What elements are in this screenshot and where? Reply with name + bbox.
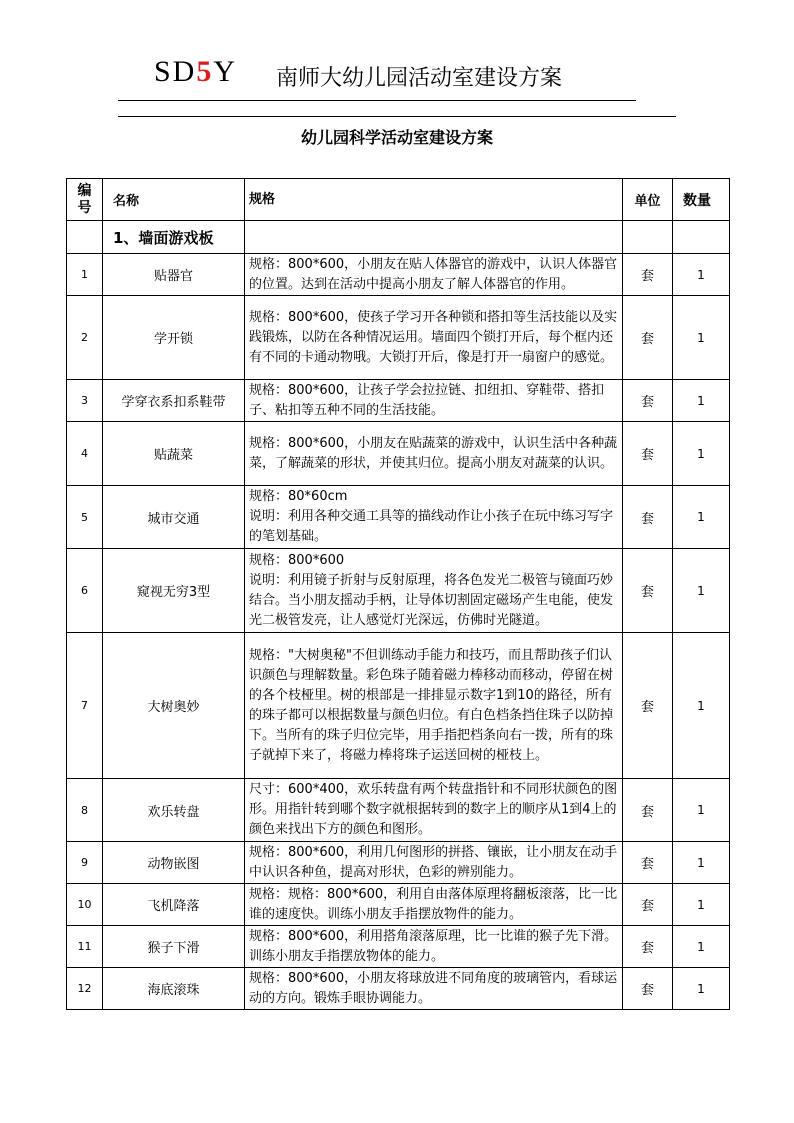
row-spec: 规格：800*600，小朋友在贴蔬菜的游戏中，认识生活中各种蔬菜，了解蔬菜的形状，并使其归位。提高小朋友对蔬菜的认识。 xyxy=(245,422,623,486)
row-spec: 规格：规格：800*600，利用自由落体原理将翻板滚落，比一比谁的速度快。训练小朋友手指摆放物件的能力。 xyxy=(245,884,623,926)
row-unit: 套 xyxy=(623,968,673,1010)
row-spec: 规格：800*600 说明：利用镜子折射与反射原理，将各色发光二极管与镜面巧妙结合。当小朋友摇动手柄，让导体切割固定磁场产生电能，使发光二极管发亮，让人感觉灯光深远，仿佛时光隧道。 xyxy=(245,549,623,633)
section-title: 1、墙面游戏板 xyxy=(103,221,245,254)
row-no: 10 xyxy=(67,884,103,926)
row-name: 窥视无穷3型 xyxy=(103,549,245,633)
table-row xyxy=(67,926,730,968)
header-spec: 规格 xyxy=(245,179,623,221)
table-row xyxy=(67,549,730,633)
logo-text-right: Y xyxy=(213,55,238,88)
row-no: 9 xyxy=(67,842,103,884)
table-row xyxy=(67,254,730,296)
row-unit: 套 xyxy=(623,254,673,296)
row-qty: 1 xyxy=(673,296,730,380)
row-unit: 套 xyxy=(623,779,673,842)
row-qty: 1 xyxy=(673,380,730,422)
page-title: 幼儿园科学活动室建设方案 xyxy=(300,128,493,147)
row-spec: 规格：800*600，小朋友在贴人体器官的游戏中，认识人体器官的位置。达到在活动中提高小朋友了解人体器官的作用。 xyxy=(245,254,623,296)
row-unit: 套 xyxy=(623,633,673,779)
table-row xyxy=(67,380,730,422)
row-qty: 1 xyxy=(673,968,730,1010)
row-name: 动物嵌图 xyxy=(103,842,245,884)
row-name: 城市交通 xyxy=(103,486,245,549)
row-spec: 规格：800*600，让孩子学会拉拉链、扣纽扣、穿鞋带、搭扣子、粘扣等五种不同的生活技能。 xyxy=(245,380,623,422)
row-qty: 1 xyxy=(673,842,730,884)
row-unit: 套 xyxy=(623,296,673,380)
row-unit: 套 xyxy=(623,380,673,422)
row-unit: 套 xyxy=(623,422,673,486)
row-spec: 规格：800*600，利用几何图形的拼搭、镶嵌，让小朋友在动手中认识各种鱼，提高对形状，色彩的辨别能力。 xyxy=(245,842,623,884)
header-rule-bottom xyxy=(118,116,676,117)
row-name: 飞机降落 xyxy=(103,884,245,926)
header-unit: 单位 xyxy=(623,179,673,221)
row-no: 6 xyxy=(67,549,103,633)
row-unit: 套 xyxy=(623,884,673,926)
table-row xyxy=(67,633,730,779)
section-spec-cell xyxy=(245,221,623,254)
row-name: 欢乐转盘 xyxy=(103,779,245,842)
row-unit: 套 xyxy=(623,486,673,549)
row-qty: 1 xyxy=(673,254,730,296)
section-unit-cell xyxy=(623,221,673,254)
header-no: 编号 xyxy=(67,179,103,221)
header-qty: 数量 xyxy=(673,179,730,221)
row-no: 4 xyxy=(67,422,103,486)
row-name: 大树奥妙 xyxy=(103,633,245,779)
row-no: 2 xyxy=(67,296,103,380)
row-spec: 规格：80*60cm 说明：利用各种交通工具等的描线动作让小孩子在玩中练习写字的笔划基础。 xyxy=(245,486,623,549)
table-row xyxy=(67,779,730,842)
table-header-row xyxy=(67,179,730,221)
row-spec: 规格：800*600，使孩子学习开各种锁和搭扣等生活技能以及实践锻炼，以防在各种情况运用。墙面四个锁打开后，每个框内还有不同的卡通动物哦。大锁打开后，像是打开一扇窗户的感觉。 xyxy=(245,296,623,380)
row-no: 3 xyxy=(67,380,103,422)
logo-text-mid: 5 xyxy=(196,55,214,88)
row-no: 5 xyxy=(67,486,103,549)
section-qty-cell xyxy=(673,221,730,254)
logo xyxy=(154,54,237,90)
row-no: 7 xyxy=(67,633,103,779)
row-name: 学开锁 xyxy=(103,296,245,380)
row-spec: 规格："大树奥秘"不但训练动手能力和技巧，而且帮助孩子们认识颜色与理解数量。彩色珠子随着磁力棒移动而移动，停留在树的各个枝桠里。树的根部是一排排显示数字1到10的路径，所有的珠子都可以根据数量与颜色归位。有白色档条挡住珠子以防掉下。当所有的珠子归位完毕，用手指把档条向右一拨，所有的珠子就掉下来了，将磁力棒将珠子运送回树的桠枝上。 xyxy=(245,633,623,779)
row-spec: 规格：800*600，利用搭角滚落原理，比一比谁的猴子先下滑。训练小朋友手指摆放物体的能力。 xyxy=(245,926,623,968)
row-no: 8 xyxy=(67,779,103,842)
row-name: 猴子下滑 xyxy=(103,926,245,968)
row-spec: 规格：800*600，小朋友将球放进不同角度的玻璃管内，看球运动的方向。锻炼手眼协调能力。 xyxy=(245,968,623,1010)
row-no: 1 xyxy=(67,254,103,296)
row-qty: 1 xyxy=(673,422,730,486)
table-row xyxy=(67,842,730,884)
logo-text-left: SD xyxy=(154,55,197,88)
row-unit: 套 xyxy=(623,926,673,968)
row-qty: 1 xyxy=(673,549,730,633)
row-qty: 1 xyxy=(673,633,730,779)
row-qty: 1 xyxy=(673,926,730,968)
row-qty: 1 xyxy=(673,486,730,549)
row-name: 贴蔬菜 xyxy=(103,422,245,486)
header-name: 名称 xyxy=(103,179,245,221)
row-name: 贴器官 xyxy=(103,254,245,296)
table-row xyxy=(67,422,730,486)
document-header-title: 南师大幼儿园活动室建设方案 xyxy=(276,66,563,91)
row-name: 学穿衣系扣系鞋带 xyxy=(103,380,245,422)
table-row xyxy=(67,296,730,380)
row-name: 海底滚珠 xyxy=(103,968,245,1010)
header-rule-top xyxy=(118,100,636,101)
row-qty: 1 xyxy=(673,779,730,842)
row-no: 12 xyxy=(67,968,103,1010)
row-unit: 套 xyxy=(623,842,673,884)
row-unit: 套 xyxy=(623,549,673,633)
row-spec: 尺寸：600*400，欢乐转盘有两个转盘指针和不同形状颜色的图形。用指针转到哪个数字就根据转到的数字上的顺序从1到4上的颜色来找出下方的颜色和图形。 xyxy=(245,779,623,842)
section-no-cell xyxy=(67,221,103,254)
row-no: 11 xyxy=(67,926,103,968)
spec-table xyxy=(66,178,730,1010)
table-row xyxy=(67,968,730,1010)
table-row xyxy=(67,884,730,926)
row-qty: 1 xyxy=(673,884,730,926)
section-row xyxy=(67,221,730,254)
table-row xyxy=(67,486,730,549)
